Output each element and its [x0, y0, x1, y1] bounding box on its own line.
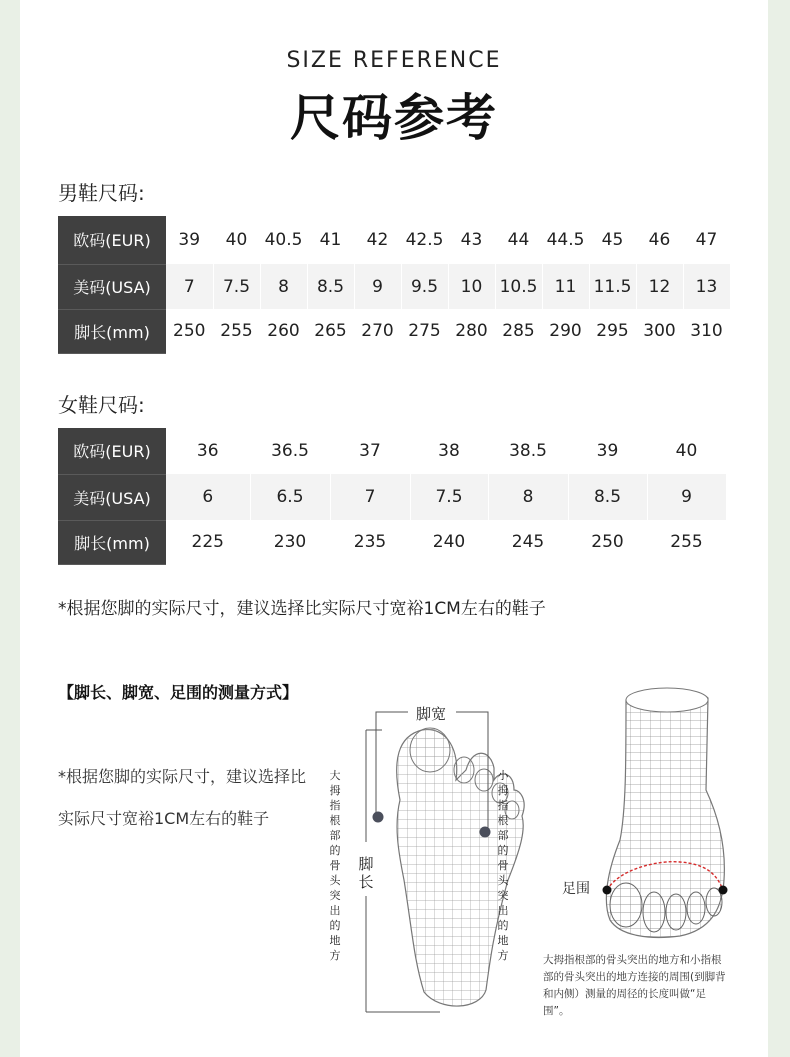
foot-sole-diagram: [20, 0, 768, 1057]
page: [20, 0, 768, 1057]
eyebrow-heading: SIZE REFERENCE: [286, 48, 502, 73]
table-cell: 44.5: [542, 216, 589, 264]
table-cell: 265: [307, 309, 354, 353]
table-cell: 41: [307, 216, 354, 264]
row-header: 美码(USA): [58, 264, 166, 309]
size-advice-note: *根据您脚的实际尺寸，建议选择比实际尺寸宽裕1CM左右的鞋子: [58, 599, 546, 619]
table-cell: 8: [488, 474, 568, 520]
table-cell: 12: [636, 264, 683, 309]
foot-width-label: 脚宽: [412, 703, 450, 724]
table-cell: 11.5: [589, 264, 636, 309]
table-cell: 40: [213, 216, 260, 264]
table-cell: 250: [166, 309, 213, 353]
page-title: 尺码参考: [290, 89, 498, 147]
measurement-advice-note: *根据您脚的实际尺寸，建议选择比实际尺寸宽裕1CM左右的鞋子: [58, 767, 307, 828]
little-toe-joint-label: 小 拇 指 根 部 的 骨 头 突 出 的 地 方: [497, 769, 509, 962]
table-cell: 275: [401, 309, 448, 353]
foot-girth-note: 大拇指根部的骨头突出的地方和小指根部的骨头突出的地方连接的周围(到脚背和内侧）测量的周径的长度叫做“足围”。: [543, 954, 726, 1017]
table-cell: 260: [260, 309, 307, 353]
table-cell: 39: [166, 216, 213, 264]
table-cell: 9.5: [401, 264, 448, 309]
women-size-label: 女鞋尺码:: [58, 393, 145, 417]
row-header: 欧码(EUR): [58, 428, 166, 474]
table-cell: 9: [647, 474, 726, 520]
table-cell: 38.5: [488, 428, 568, 474]
men-size-label: 男鞋尺码:: [58, 181, 145, 205]
table-cell: 235: [330, 520, 410, 564]
table-cell: 8.5: [307, 264, 354, 309]
table-cell: 47: [683, 216, 730, 264]
row-header: 美码(USA): [58, 474, 166, 520]
table-cell: 38: [410, 428, 488, 474]
table-cell: 255: [647, 520, 726, 564]
measurement-method-title: 【脚长、脚宽、足围的测量方式】: [58, 683, 299, 702]
table-cell: 42: [354, 216, 401, 264]
table-cell: 290: [542, 309, 589, 353]
table-cell: 36.5: [250, 428, 330, 474]
table-cell: 8: [260, 264, 307, 309]
row-header: 脚长(mm): [58, 309, 166, 353]
girth-right-marker: [719, 886, 728, 895]
table-cell: 285: [495, 309, 542, 353]
table-cell: 250: [568, 520, 647, 564]
table-cell: 7: [330, 474, 410, 520]
table-cell: 7.5: [410, 474, 488, 520]
table-cell: 10.5: [495, 264, 542, 309]
table-cell: 44: [495, 216, 542, 264]
table-cell: 6.5: [250, 474, 330, 520]
big-toe-joint-marker: [373, 812, 384, 823]
table-cell: 13: [683, 264, 730, 309]
table-cell: 7.5: [213, 264, 260, 309]
big-toe-joint-label: 大 拇 指 根 部 的 骨 头 突 出 的 地 方: [329, 769, 341, 962]
table-cell: 310: [683, 309, 730, 353]
table-cell: 40.5: [260, 216, 307, 264]
foot-length-label: 脚 长: [358, 855, 374, 891]
table-cell: 8.5: [568, 474, 647, 520]
table-cell: 6: [166, 474, 250, 520]
table-cell: 11: [542, 264, 589, 309]
foot-girth-label: 足围: [562, 881, 590, 897]
table-cell: 300: [636, 309, 683, 353]
little-toe-joint-marker: [480, 827, 491, 838]
table-cell: 270: [354, 309, 401, 353]
table-cell: 230: [250, 520, 330, 564]
table-cell: 10: [448, 264, 495, 309]
table-cell: 46: [636, 216, 683, 264]
table-cell: 225: [166, 520, 250, 564]
table-cell: 36: [166, 428, 250, 474]
table-cell: 39: [568, 428, 647, 474]
table-cell: 7: [166, 264, 213, 309]
table-cell: 40: [647, 428, 726, 474]
table-cell: 255: [213, 309, 260, 353]
table-cell: 245: [488, 520, 568, 564]
row-header: 欧码(EUR): [58, 216, 166, 264]
girth-left-marker: [603, 886, 612, 895]
table-cell: 42.5: [401, 216, 448, 264]
table-cell: 45: [589, 216, 636, 264]
table-cell: 295: [589, 309, 636, 353]
table-cell: 43: [448, 216, 495, 264]
row-header: 脚长(mm): [58, 520, 166, 564]
table-cell: 240: [410, 520, 488, 564]
table-cell: 9: [354, 264, 401, 309]
foot-front-illustration: [606, 688, 724, 937]
table-cell: 37: [330, 428, 410, 474]
table-cell: 280: [448, 309, 495, 353]
